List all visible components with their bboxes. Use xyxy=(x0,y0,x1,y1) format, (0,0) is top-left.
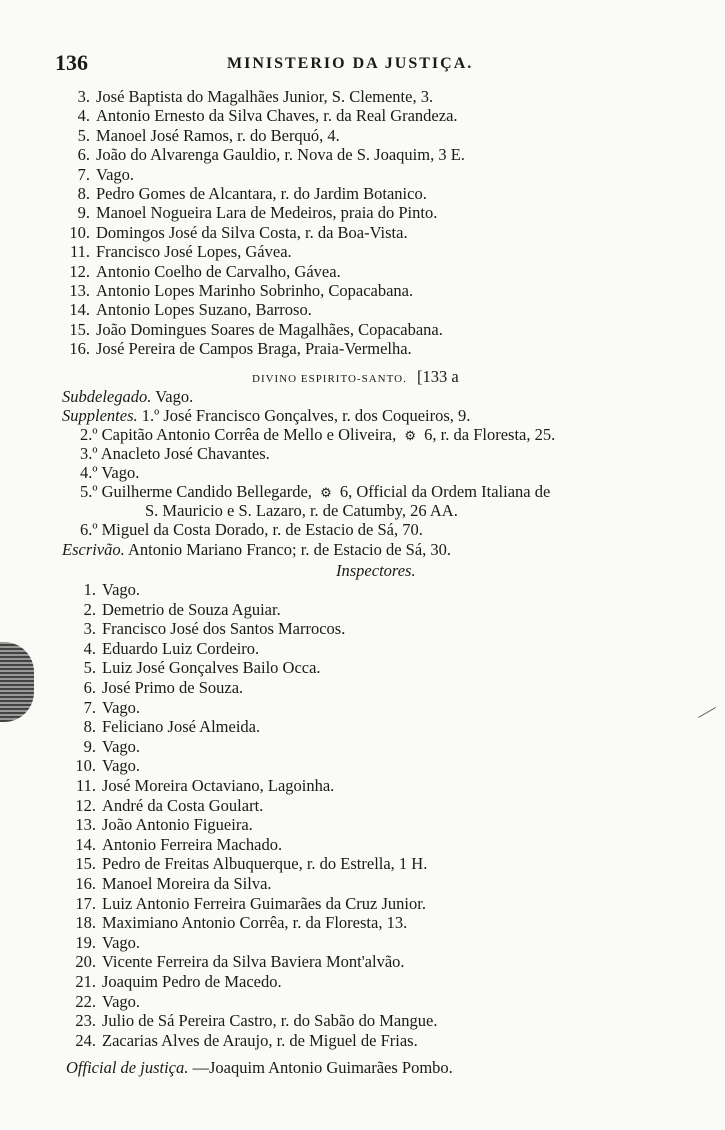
item-number: 8. xyxy=(77,184,90,203)
supplente-num: 3.º xyxy=(80,444,98,463)
item-text: Vago. xyxy=(102,932,141,952)
list-item xyxy=(58,992,140,1011)
item-text: Pedro de Freitas Albuquerque, r. do Estrella, 1 H. xyxy=(102,854,428,874)
item-text: Domingos José da Silva Costa, r. da Boa-Vista. xyxy=(96,222,408,242)
district-heading: DIVINO ESPIRITO-SANTO. xyxy=(252,373,407,385)
list-item xyxy=(56,87,433,106)
order-insignia-icon: ⚙ xyxy=(404,428,417,443)
item-number: 18. xyxy=(75,913,96,933)
list-item xyxy=(58,815,253,834)
supplente-3 xyxy=(80,444,270,463)
item-number: 21. xyxy=(75,972,96,991)
item-number: 2. xyxy=(83,599,96,619)
list-item xyxy=(58,776,334,795)
item-number: 15. xyxy=(75,854,96,874)
list-item xyxy=(56,184,427,203)
escrivao-value: Antonio Mariano Franco; r. de Estacio de Sá, 30. xyxy=(128,540,452,559)
item-text: Vago. xyxy=(102,756,141,776)
item-text: Francisco José dos Santos Marrocos. xyxy=(102,619,346,639)
list-item xyxy=(58,658,321,677)
item-number: 4. xyxy=(77,106,90,126)
item-number: 17. xyxy=(75,893,96,913)
list-item xyxy=(56,242,292,261)
item-number: 14. xyxy=(69,300,90,320)
supplente-text: Anacleto José Chavantes. xyxy=(100,444,270,463)
item-text: João Domingues Soares de Magalhães, Copacabana. xyxy=(96,319,443,339)
item-text: Vago. xyxy=(96,164,135,184)
list-item xyxy=(58,835,282,854)
item-number: 4. xyxy=(83,638,96,658)
list-item xyxy=(56,106,458,125)
supplente-num: 6.º xyxy=(80,520,98,539)
list-item xyxy=(56,262,341,281)
list-item xyxy=(58,1031,418,1050)
item-text: Pedro Gomes de Alcantara, r. do Jardim Botanico. xyxy=(96,184,427,203)
item-text: Antonio Ernesto da Silva Chaves, r. da Real Grandeza. xyxy=(96,106,458,126)
list-item xyxy=(58,894,426,913)
item-number: 20. xyxy=(75,952,96,972)
supplente-6 xyxy=(80,520,423,539)
item-number: 1. xyxy=(83,580,96,599)
item-text: Vago. xyxy=(102,736,141,756)
list-item xyxy=(56,339,412,358)
item-number: 6. xyxy=(77,145,90,165)
subdelegado-line xyxy=(62,387,193,406)
supplente-num: 2.º xyxy=(80,425,98,444)
list-item xyxy=(58,580,140,599)
item-number: 3. xyxy=(83,619,96,639)
item-number: 22. xyxy=(75,991,96,1011)
item-number: 9. xyxy=(77,203,90,223)
supplente-num: 1.º xyxy=(141,406,160,425)
supplente-4 xyxy=(80,463,139,482)
supplente-5-continuation xyxy=(145,501,458,520)
supplente-text: Miguel da Costa Dorado, r. de Estacio de Sá, 70. xyxy=(101,520,423,539)
list-item xyxy=(56,300,312,319)
item-text: Francisco José Lopes, Gávea. xyxy=(96,242,292,262)
list-item xyxy=(56,126,340,145)
item-text: Luiz Antonio Ferreira Guimarães da Cruz Junior. xyxy=(102,893,426,913)
list-item xyxy=(56,223,408,242)
item-number: 5. xyxy=(83,658,96,678)
supplente-text-cont: 6, r. da Floresta, 25. xyxy=(424,425,556,444)
supplente-num: 4.º xyxy=(80,463,98,482)
item-number: 3. xyxy=(77,87,90,106)
item-text: José Moreira Octaviano, Lagoinha. xyxy=(102,776,335,795)
item-text: Vago. xyxy=(102,991,141,1011)
scan-margin-artifact xyxy=(0,642,34,722)
item-text: Maximiano Antonio Corrêa, r. da Floresta, 13. xyxy=(102,913,408,933)
list-item xyxy=(58,952,405,971)
item-number: 16. xyxy=(69,339,90,359)
supplente-5 xyxy=(80,482,550,502)
item-text: Antonio Coelho de Carvalho, Gávea. xyxy=(96,261,341,281)
page-title: MINISTERIO DA JUSTIÇA. xyxy=(227,55,474,72)
escrivao-label: Escrivão. xyxy=(62,540,125,559)
item-number: 11. xyxy=(75,776,96,795)
item-text: Joaquim Pedro de Macedo. xyxy=(102,972,282,991)
item-text: Luiz José Gonçalves Bailo Occa. xyxy=(102,658,321,678)
item-number: 15. xyxy=(69,319,90,339)
page-number: 136 xyxy=(55,50,88,75)
supplentes-label: Supplentes. xyxy=(62,406,138,425)
list-item xyxy=(58,717,260,736)
item-number: 12. xyxy=(69,261,90,281)
list-item xyxy=(58,933,140,952)
item-text: Vago. xyxy=(102,697,141,717)
item-text: João do Alvarenga Gauldio, r. Nova de S. Joaquim, 3 E. xyxy=(96,145,465,165)
supplente-text: Vago. xyxy=(101,463,140,482)
item-text: Manoel Moreira da Silva. xyxy=(102,874,272,893)
list-item xyxy=(58,619,345,638)
list-item xyxy=(58,639,259,658)
item-text: Feliciano José Almeida. xyxy=(102,717,261,737)
subdelegado-value: Vago. xyxy=(155,387,194,406)
list-item xyxy=(56,165,134,184)
list-item xyxy=(56,320,443,339)
list-item xyxy=(58,737,140,756)
item-text: Manoel Nogueira Lara de Medeiros, praia do Pinto. xyxy=(96,203,438,223)
list-item xyxy=(58,874,272,893)
supplente-2 xyxy=(80,425,555,445)
official-value: —Joaquim Antonio Guimarães Pombo. xyxy=(192,1058,453,1077)
item-number: 24. xyxy=(75,1030,96,1050)
official-label: Official de justiça. xyxy=(66,1058,189,1077)
item-number: 6. xyxy=(83,678,96,697)
item-text: Vicente Ferreira da Silva Baviera Mont'alvão. xyxy=(102,952,405,972)
supplente-text-cont2: S. Mauricio e S. Lazaro, r. de Catumby, 26 AA. xyxy=(145,501,458,520)
item-number: 7. xyxy=(77,164,90,184)
item-number: 8. xyxy=(83,717,96,737)
item-text: José Pereira de Campos Braga, Praia-Vermelha. xyxy=(96,339,412,359)
item-number: 13. xyxy=(75,815,96,835)
district-heading-line xyxy=(252,367,459,389)
item-number: 14. xyxy=(75,834,96,854)
item-number: 11. xyxy=(69,242,90,262)
item-text: Eduardo Luiz Cordeiro. xyxy=(102,638,260,658)
escrivao-line xyxy=(62,540,451,559)
item-number: 7. xyxy=(83,697,96,717)
item-text: Antonio Ferreira Machado. xyxy=(102,834,283,854)
item-number: 13. xyxy=(69,281,90,300)
list-item xyxy=(56,203,437,222)
item-number: 10. xyxy=(69,222,90,242)
page-header xyxy=(55,50,555,80)
list-item xyxy=(58,796,263,815)
supplente-text: Capitão Antonio Corrêa de Mello e Oliveira, xyxy=(101,425,397,444)
item-number: 16. xyxy=(75,874,96,893)
list-item xyxy=(58,1011,437,1030)
list-item xyxy=(58,698,140,717)
item-text: Manoel José Ramos, r. do Berquó, 4. xyxy=(96,125,340,145)
inspectores-heading: Inspectores. xyxy=(336,561,416,580)
item-text: Demetrio de Souza Aguiar. xyxy=(102,599,281,619)
official-line xyxy=(66,1058,453,1077)
item-number: 9. xyxy=(83,736,96,756)
district-ref: [133 a xyxy=(416,367,459,386)
item-text: Vago. xyxy=(102,580,141,599)
list-item xyxy=(58,600,281,619)
list-item xyxy=(56,281,413,300)
list-item xyxy=(58,972,282,991)
item-text: Zacarias Alves de Araujo, r. de Miguel de Frias. xyxy=(102,1030,418,1050)
item-text: Antonio Lopes Suzano, Barroso. xyxy=(96,300,312,320)
supplente-num: 5.º xyxy=(80,482,98,501)
list-item xyxy=(56,145,465,164)
item-number: 10. xyxy=(75,756,96,776)
item-number: 23. xyxy=(75,1011,96,1031)
list-item xyxy=(58,913,407,932)
list-item xyxy=(58,756,140,775)
item-text: André da Costa Goulart. xyxy=(102,795,264,815)
item-number: 12. xyxy=(75,795,96,815)
item-text: Antonio Lopes Marinho Sobrinho, Copacabana. xyxy=(96,281,414,300)
item-text: Julio de Sá Pereira Castro, r. do Sabão do Mangue. xyxy=(102,1011,438,1031)
item-number: 5. xyxy=(77,125,90,145)
item-number: 19. xyxy=(75,932,96,952)
subdelegado-label: Subdelegado. xyxy=(62,387,152,406)
supplente-text: Guilherme Candido Bellegarde, xyxy=(101,482,312,501)
item-text: José Baptista do Magalhães Junior, S. Clemente, 3. xyxy=(96,87,434,106)
item-text: João Antonio Figueira. xyxy=(102,815,253,835)
supplente-1 xyxy=(62,406,470,425)
scan-pencil-mark xyxy=(698,707,716,718)
item-text: José Primo de Souza. xyxy=(102,678,244,697)
list-item xyxy=(58,678,243,697)
list-item xyxy=(58,854,427,873)
order-insignia-icon: ⚙ xyxy=(320,485,332,500)
supplente-text: José Francisco Gonçalves, r. dos Coqueiros, 9. xyxy=(163,406,471,425)
supplente-text-cont: 6, Official da Ordem Italiana de xyxy=(339,482,551,501)
